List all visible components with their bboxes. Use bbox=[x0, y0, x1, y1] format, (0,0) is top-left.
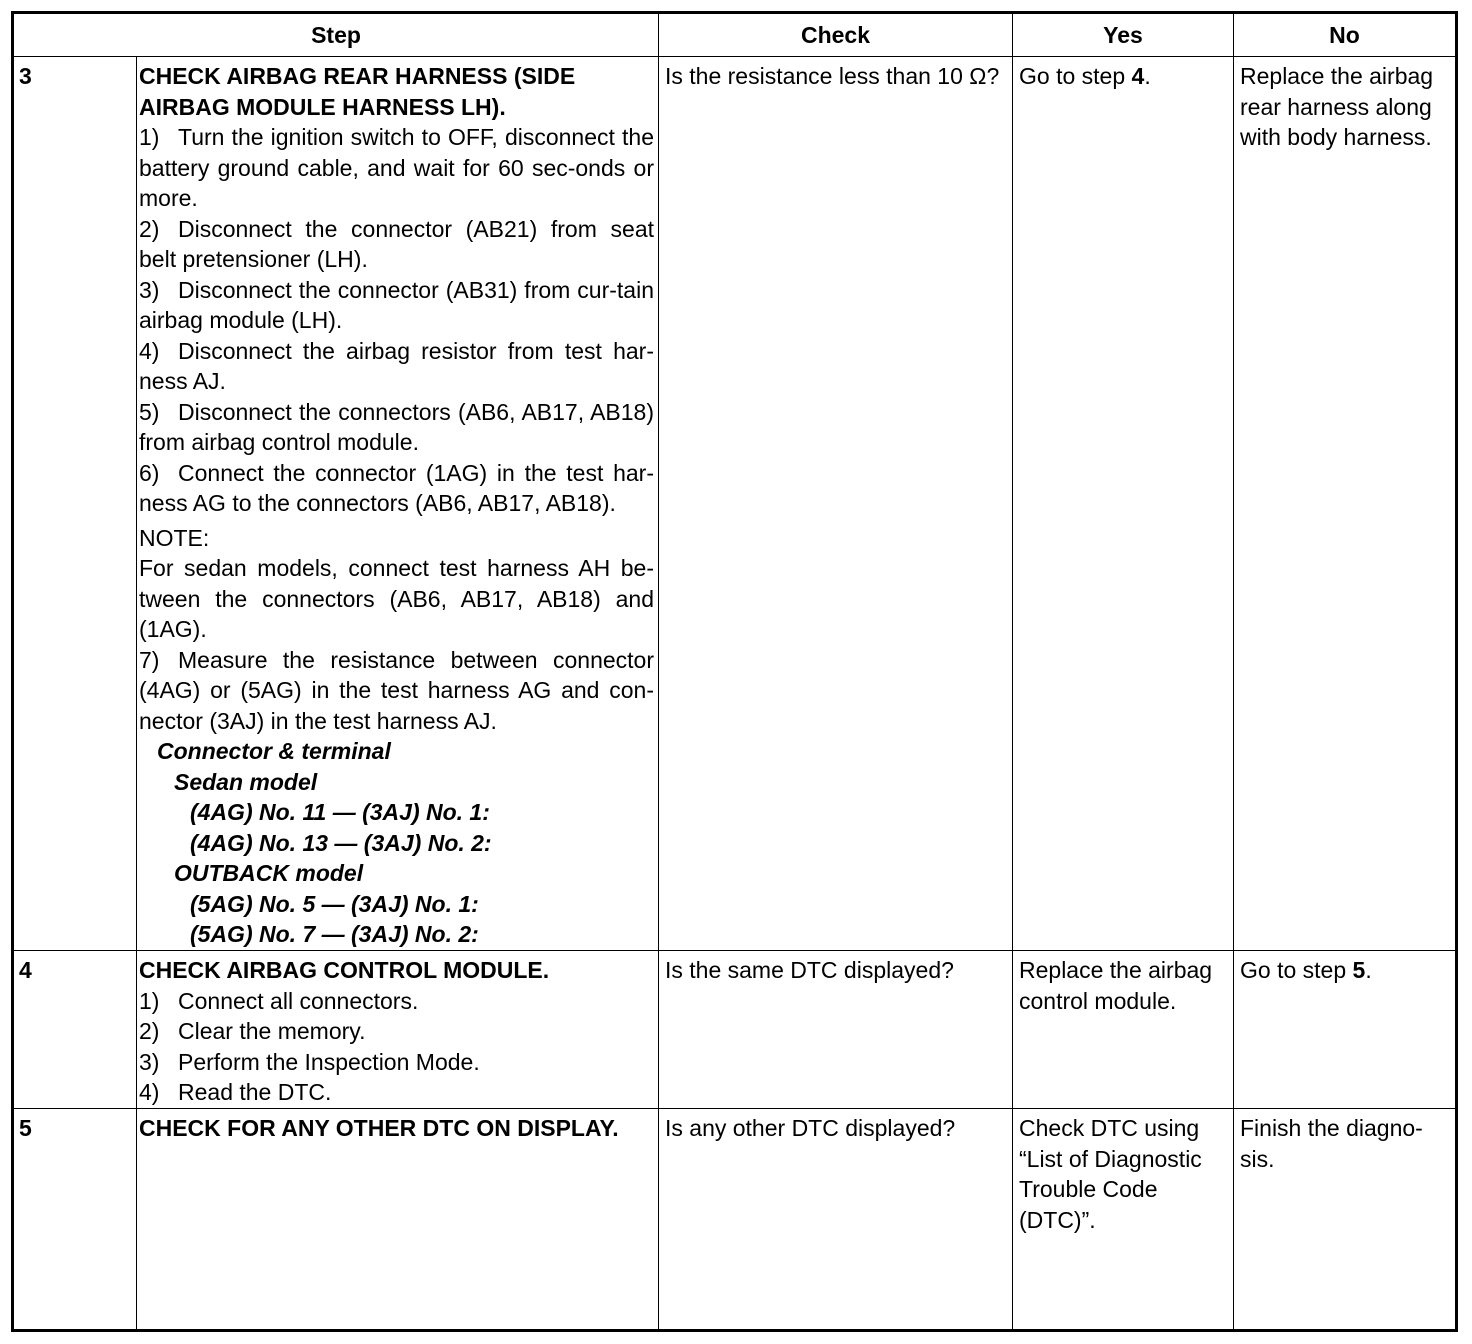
item-number: 2) bbox=[139, 215, 160, 242]
list-item bbox=[139, 1016, 654, 1047]
item-number: 6) bbox=[139, 459, 160, 486]
list-item bbox=[139, 122, 654, 214]
no-cell: Replace the airbag rear harness along with body harness. bbox=[1234, 57, 1457, 951]
spec-sedan-label: Sedan model bbox=[174, 768, 318, 795]
no-suffix: . bbox=[1365, 957, 1372, 983]
list-item bbox=[139, 214, 654, 275]
item-text: Measure the resistance between connector (4AG) or (5AG) in the test harness AG and con-nector (3AJ) in the test harness AJ. bbox=[139, 646, 654, 734]
yes-step-number: 4 bbox=[1131, 63, 1145, 89]
item-text: Disconnect the airbag resistor from test har-ness AJ. bbox=[139, 337, 654, 394]
list-item bbox=[139, 986, 654, 1017]
spec-outback-terminal-2: (5AG) No. 7 — (3AJ) No. 2: bbox=[190, 921, 479, 947]
item-text: Clear the memory. bbox=[178, 1018, 366, 1044]
item-text: Perform the Inspection Mode. bbox=[178, 1048, 480, 1075]
diagnostic-table bbox=[11, 11, 1458, 1332]
header-yes: Yes bbox=[1013, 13, 1234, 57]
list-item bbox=[139, 1077, 654, 1108]
step-number: 4 bbox=[13, 951, 137, 1109]
step-title: CHECK AIRBAG REAR HARNESS (SIDE AIRBAG MODULE HARNESS LH). bbox=[139, 63, 576, 120]
header-no: No bbox=[1234, 13, 1457, 57]
list-item bbox=[139, 645, 654, 737]
item-number: 5) bbox=[139, 398, 160, 425]
item-text: Disconnect the connector (AB21) from seat belt pretensioner (LH). bbox=[139, 215, 654, 272]
item-number: 7) bbox=[139, 646, 160, 673]
spec-heading: Connector & terminal bbox=[157, 738, 391, 764]
step-number: 5 bbox=[13, 1109, 137, 1331]
header-row bbox=[13, 13, 1457, 57]
item-number: 1) bbox=[139, 124, 160, 150]
yes-cell: Replace the airbag control module. bbox=[1013, 951, 1234, 1109]
item-number: 4) bbox=[139, 1079, 160, 1105]
table-row bbox=[13, 1109, 1457, 1331]
step-title: CHECK AIRBAG CONTROL MODULE. bbox=[139, 957, 550, 983]
item-text: Disconnect the connector (AB31) from cur-tain airbag module (LH). bbox=[139, 276, 654, 333]
yes-suffix: . bbox=[1144, 63, 1151, 89]
table-row bbox=[13, 57, 1457, 951]
step-content bbox=[137, 1109, 659, 1331]
no-cell bbox=[1234, 951, 1457, 1109]
list-item bbox=[139, 275, 654, 336]
no-step-number: 5 bbox=[1352, 957, 1366, 983]
header-check: Check bbox=[659, 13, 1013, 57]
item-text: Connect all connectors. bbox=[178, 987, 419, 1014]
check-cell: Is the same DTC displayed? bbox=[659, 951, 1013, 1109]
item-number: 1) bbox=[139, 987, 160, 1014]
check-cell: Is the resistance less than 10 Ω? bbox=[659, 57, 1013, 951]
header-step: Step bbox=[13, 13, 659, 57]
table-row bbox=[13, 951, 1457, 1109]
spec-sedan-terminal-2: (4AG) No. 13 — (3AJ) No. 2: bbox=[190, 829, 492, 856]
list-item bbox=[139, 458, 654, 519]
item-text: Disconnect the connectors (AB6, AB17, AB18) from airbag control module. bbox=[139, 398, 654, 455]
item-text: Connect the connector (1AG) in the test har-ness AG to the connectors (AB6, AB17, AB18). bbox=[139, 459, 654, 516]
step-number: 3 bbox=[13, 57, 137, 951]
check-cell: Is any other DTC displayed? bbox=[659, 1109, 1013, 1331]
yes-cell bbox=[1013, 57, 1234, 951]
list-item bbox=[139, 1047, 654, 1078]
note-text: For sedan models, connect test harness AH be-tween the connectors (AB6, AB17, AB18) and (1AG). bbox=[139, 555, 654, 642]
spec-sedan-terminal-1: (4AG) No. 11 — (3AJ) No. 1: bbox=[190, 799, 490, 825]
item-number: 2) bbox=[139, 1018, 160, 1044]
spec-outback-label: OUTBACK model bbox=[174, 860, 364, 886]
note-label: NOTE: bbox=[139, 524, 210, 551]
step-content bbox=[137, 57, 659, 951]
item-number: 4) bbox=[139, 337, 160, 364]
step-title: CHECK FOR ANY OTHER DTC ON DISPLAY. bbox=[139, 1115, 619, 1141]
spec-outback-terminal-1: (5AG) No. 5 — (3AJ) No. 1: bbox=[190, 890, 479, 917]
yes-cell: Check DTC using “List of Diagnostic Trouble Code (DTC)”. bbox=[1013, 1109, 1234, 1331]
item-text: Turn the ignition switch to OFF, disconnect the battery ground cable, and wait for 60 sec-onds or more. bbox=[139, 124, 654, 211]
no-prefix: Go to step bbox=[1240, 957, 1353, 983]
item-number: 3) bbox=[139, 1048, 160, 1075]
list-item bbox=[139, 397, 654, 458]
list-item bbox=[139, 336, 654, 397]
step-content bbox=[137, 951, 659, 1109]
yes-prefix: Go to step bbox=[1019, 63, 1132, 89]
no-cell: Finish the diagno-sis. bbox=[1234, 1109, 1457, 1331]
item-number: 3) bbox=[139, 276, 160, 303]
item-text: Read the DTC. bbox=[178, 1079, 332, 1105]
